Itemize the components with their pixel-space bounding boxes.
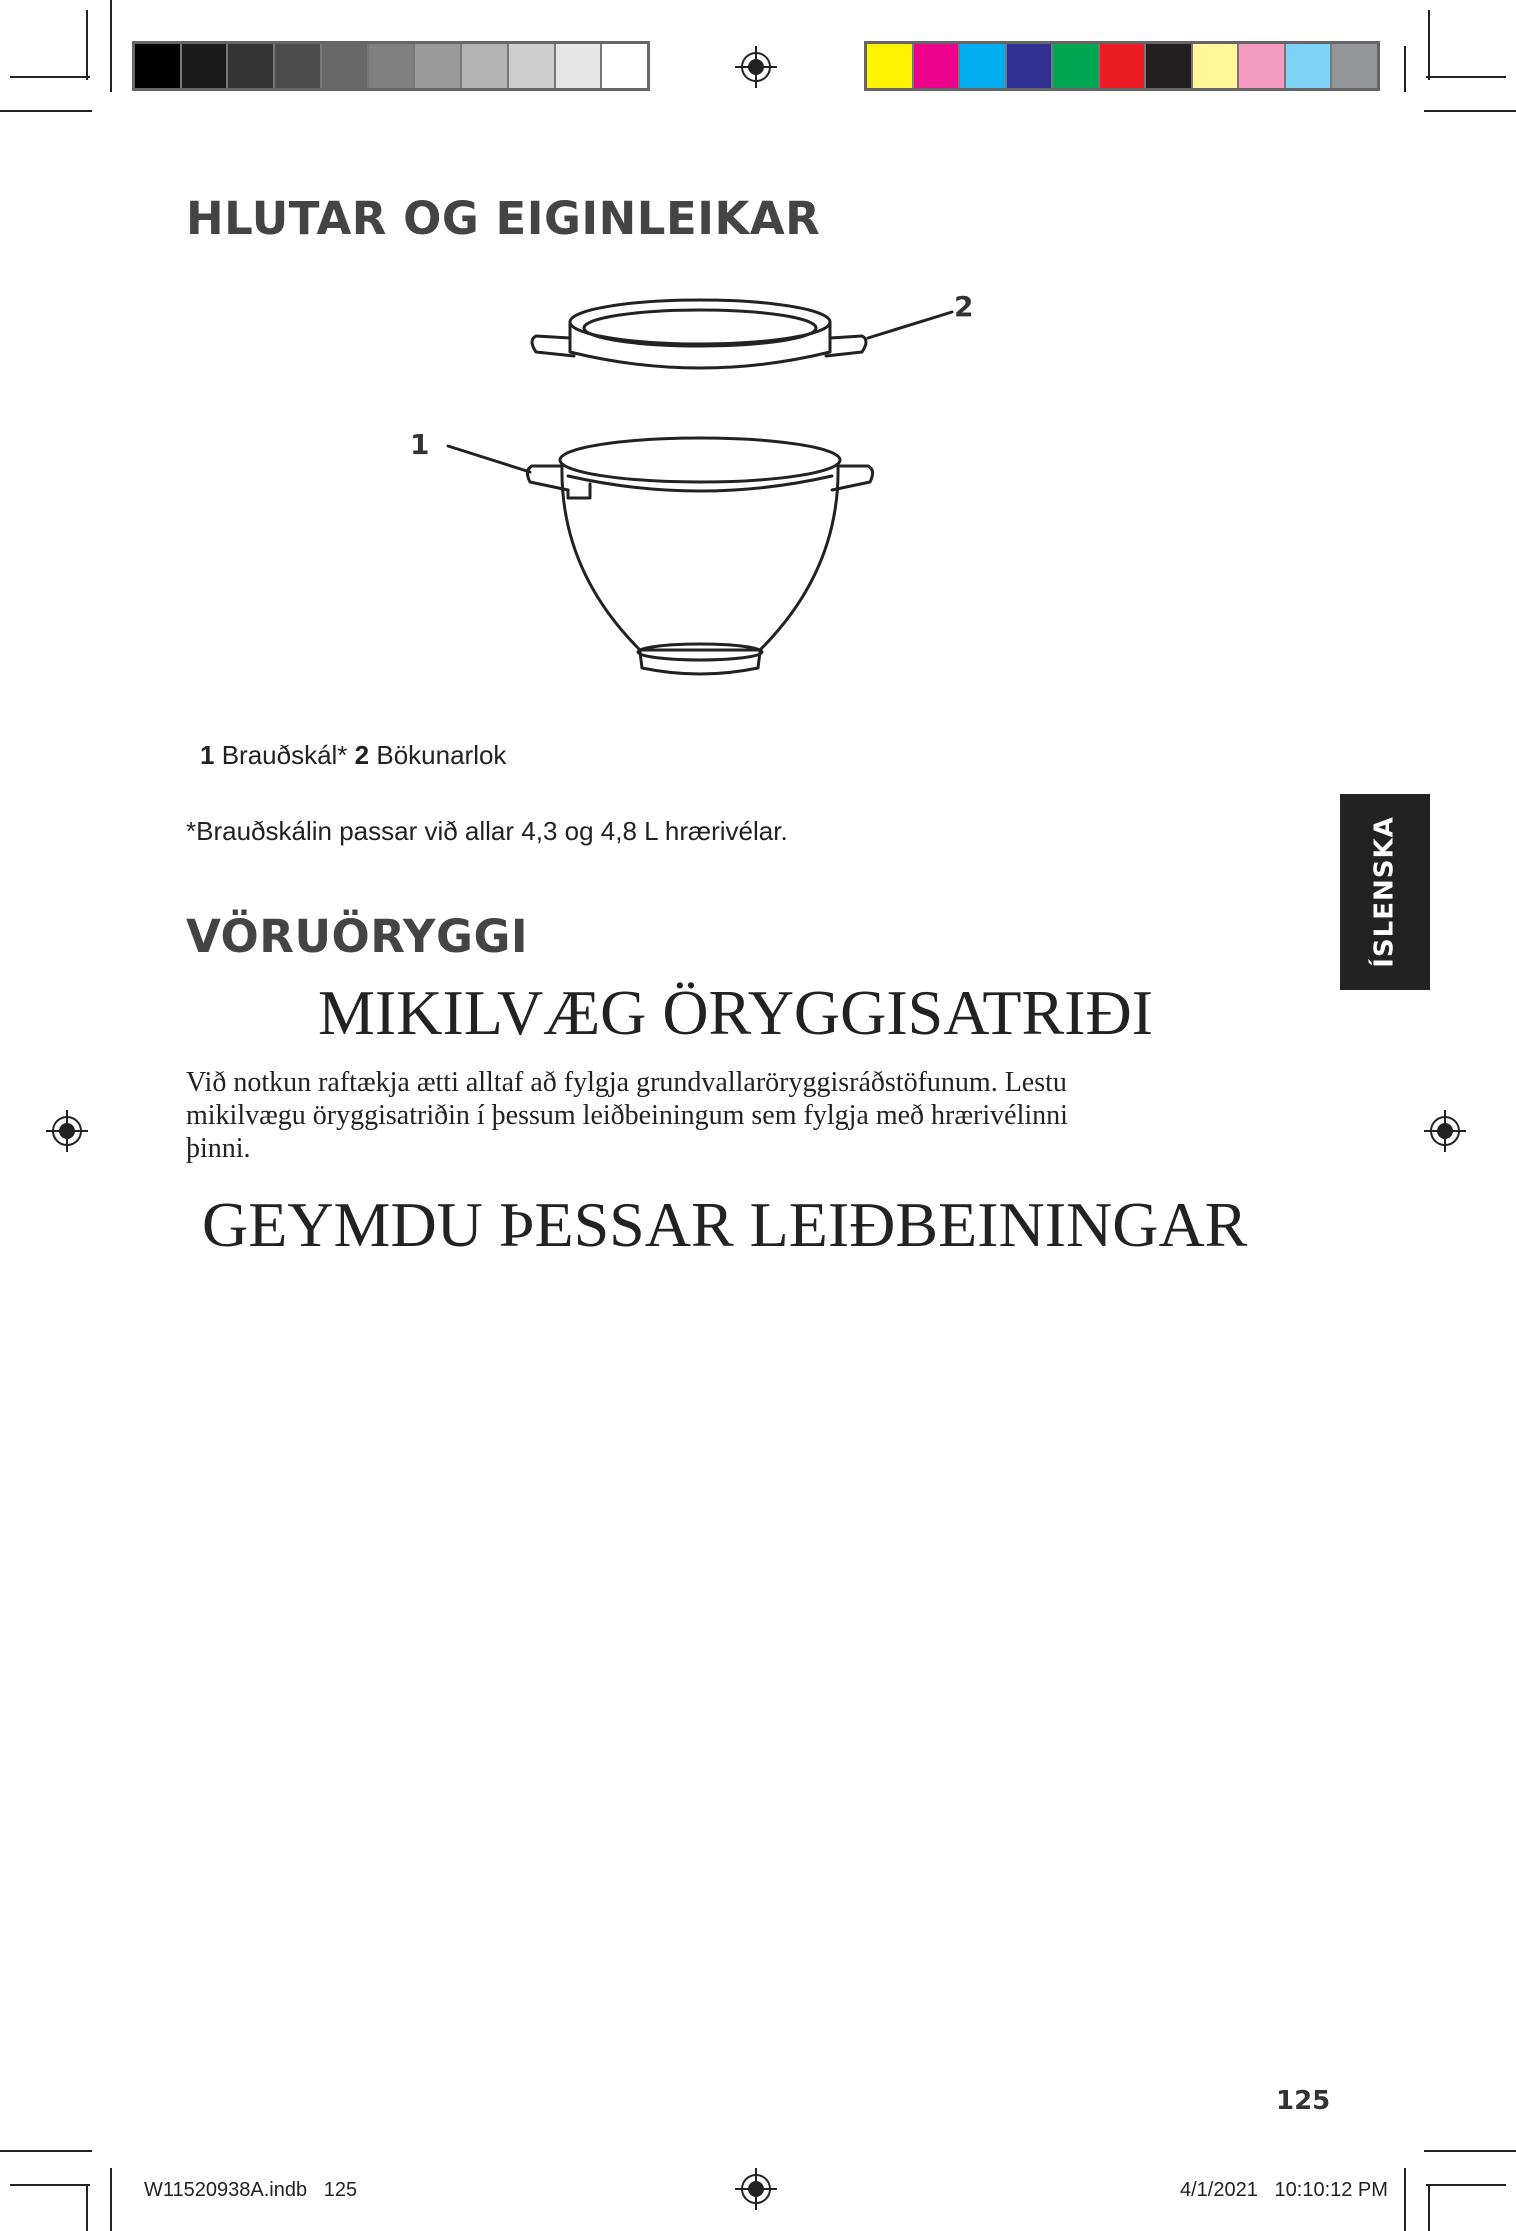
crop-mark: [1428, 2184, 1430, 2231]
crop-mark: [1426, 2184, 1506, 2186]
grayscale-swatch: [228, 44, 275, 88]
grayscale-swatch: [556, 44, 603, 88]
caption-number-1: 1: [200, 740, 215, 770]
grayscale-swatch: [602, 44, 647, 88]
process-color-swatch: [960, 44, 1007, 88]
caption-label-1: Brauðskál*: [214, 740, 355, 770]
crop-mark: [0, 110, 92, 112]
footer-file-info: W11520938A.indb 125: [144, 2179, 358, 2201]
crop-mark: [10, 76, 90, 78]
process-color-swatch: [1100, 44, 1147, 88]
crop-mark: [10, 2184, 90, 2186]
process-color-swatch: [914, 44, 961, 88]
crop-mark: [110, 2168, 112, 2231]
process-color-swatch: [1193, 44, 1240, 88]
process-color-bar: [864, 41, 1380, 91]
body-line-2: mikilvægu öryggisatriðin í þessum leiðbeiningum sem fylgja með hrærivélinni: [186, 1100, 1068, 1131]
crop-mark: [110, 0, 112, 92]
grayscale-swatch: [275, 44, 322, 88]
process-color-swatch: [1053, 44, 1100, 88]
footer-date-time: 4/1/2021 10:10:12 PM: [1180, 2179, 1388, 2201]
crop-mark: [1426, 76, 1506, 78]
callout-number-2: 2: [954, 290, 974, 323]
grayscale-swatch: [322, 44, 369, 88]
crop-mark: [1424, 2150, 1516, 2152]
important-safety-title: MIKILVÆG ÖRYGGISATRIÐI: [318, 977, 1153, 1048]
caption-label-2: Bökunarlok: [369, 740, 507, 770]
crop-mark: [0, 2150, 92, 2152]
caption-number-2: 2: [354, 740, 370, 770]
bowl-with-lid-illustration: [400, 280, 1000, 700]
grayscale-swatch: [182, 44, 229, 88]
callout-number-1: 1: [410, 428, 430, 461]
crop-mark: [86, 2184, 88, 2231]
registration-mark-icon: [1424, 1110, 1466, 1152]
language-tab-label: ÍSLENSKA: [1370, 816, 1401, 968]
save-instructions-title: GEYMDU ÞESSAR LEIÐBEININGAR: [202, 1189, 1248, 1260]
crop-mark: [1404, 46, 1406, 92]
process-color-swatch: [867, 44, 914, 88]
crop-mark: [86, 10, 88, 80]
grayscale-swatch: [462, 44, 509, 88]
page-number: 125: [1276, 2086, 1331, 2116]
crop-mark: [1404, 2168, 1406, 2231]
grayscale-swatch: [135, 44, 182, 88]
grayscale-color-bar: [132, 41, 650, 91]
footnote: *Brauðskálin passar við allar 4,3 og 4,8 L hrærivélar.: [186, 816, 788, 846]
crop-mark: [1428, 10, 1430, 80]
grayscale-swatch: [369, 44, 416, 88]
language-tab: [1340, 794, 1430, 990]
body-line-1: Við notkun raftækja ætti alltaf að fylgja grundvallaröryggisráðstöfunum. Lestu: [186, 1067, 1067, 1098]
important-safety-body: [186, 1066, 1068, 1165]
registration-mark-icon: [735, 2168, 777, 2210]
body-line-3: þinni.: [186, 1133, 251, 1164]
section-heading-parts: HLUTAR OG EIGINLEIKAR: [186, 192, 821, 245]
process-color-swatch: [1007, 44, 1054, 88]
registration-mark-icon: [46, 1110, 88, 1152]
process-color-swatch: [1146, 44, 1193, 88]
process-color-swatch: [1286, 44, 1333, 88]
crop-mark: [1424, 110, 1516, 112]
process-color-swatch: [1332, 44, 1377, 88]
registration-mark-icon: [735, 46, 777, 88]
grayscale-swatch: [415, 44, 462, 88]
process-color-swatch: [1239, 44, 1286, 88]
section-heading-safety: VÖRUÖRYGGI: [186, 910, 529, 963]
grayscale-swatch: [509, 44, 556, 88]
figure-caption: [200, 740, 506, 771]
